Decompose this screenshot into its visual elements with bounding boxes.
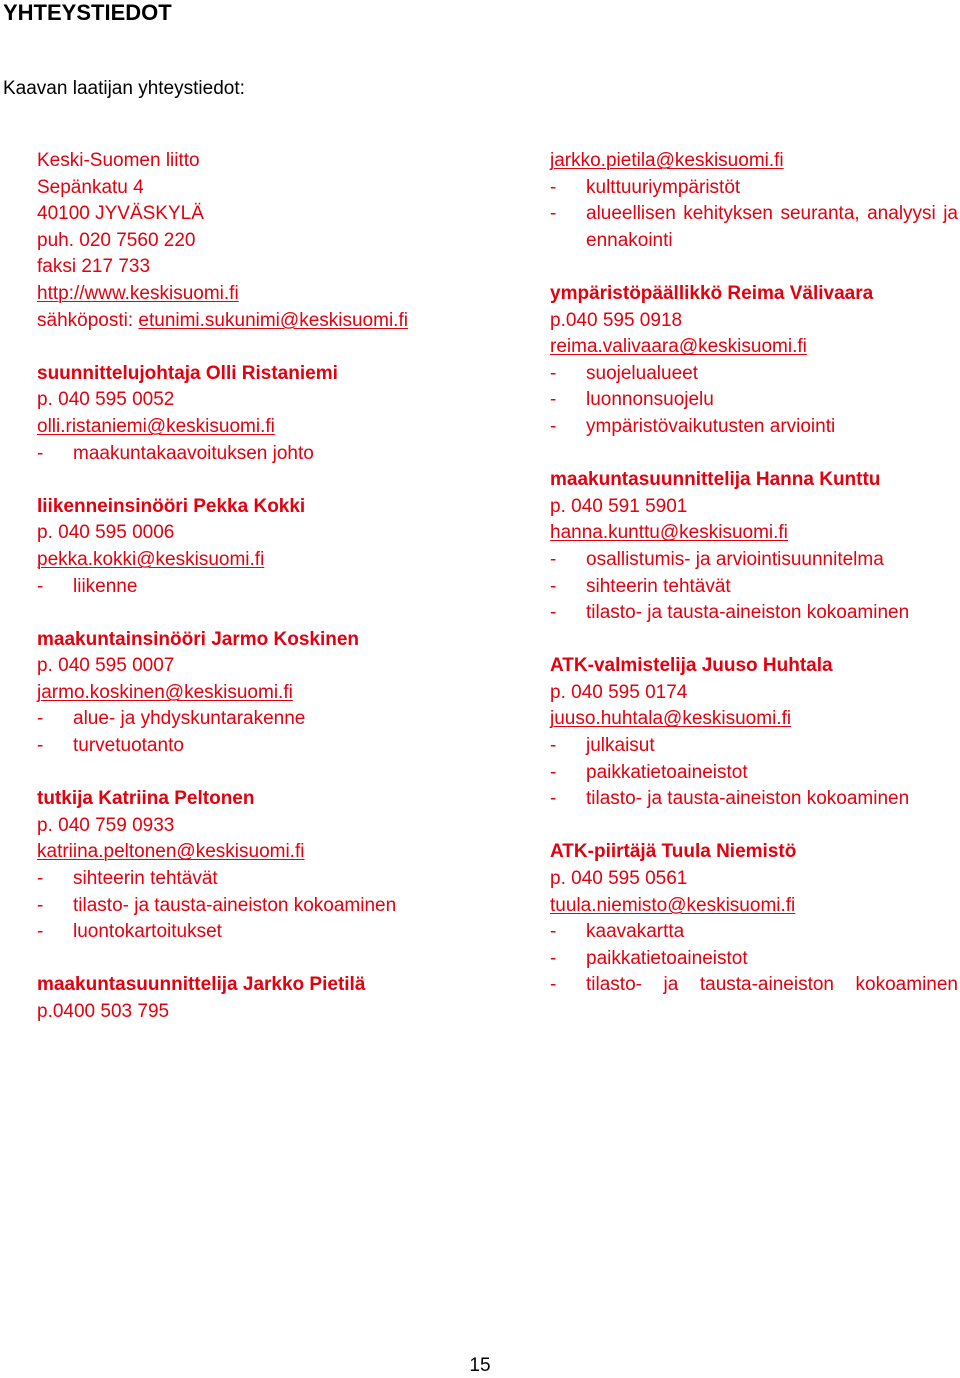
page-number: 15: [469, 1355, 491, 1376]
duty-text: tilasto- ja tausta-aineiston kokoaminen: [586, 974, 958, 996]
contact-phone: p. 040 595 0561: [550, 868, 688, 890]
organization-name: Keski-Suomen liitto: [37, 150, 200, 171]
contact-title: maakuntasuunnittelija Jarkko Pietilä: [37, 974, 366, 996]
duty-item: [37, 733, 477, 760]
website-link[interactable]: http://www.keskisuomi.fi: [37, 282, 239, 304]
right-column: [550, 148, 958, 999]
contact-block: [550, 839, 958, 999]
duty-text: tilasto- ja tausta-aineiston kokoaminen: [586, 602, 910, 624]
duty-item: [550, 786, 958, 813]
contact-block: [550, 653, 958, 813]
contact-phone: p. 040 595 0052: [37, 389, 175, 411]
organization-website-line: [37, 281, 477, 308]
contact-title: liikenneinsinööri Pekka Kokki: [37, 495, 306, 517]
dash-bullet: -: [550, 947, 557, 969]
dash-bullet: -: [550, 735, 557, 757]
dash-bullet: -: [37, 575, 44, 597]
duty-text: paikkatietoaineistot: [586, 947, 748, 969]
duty-text: maakuntakaavoituksen johto: [73, 442, 314, 464]
duty-item: [37, 574, 477, 601]
contact-title: maakuntainsinööri Jarmo Koskinen: [37, 628, 360, 650]
contact-email-link[interactable]: tuula.niemisto@keskisuomi.fi: [550, 894, 796, 916]
dash-bullet: -: [550, 788, 557, 810]
dash-bullet: -: [37, 921, 44, 943]
contact-phone: p. 040 591 5901: [550, 495, 688, 517]
contact-block: [37, 627, 477, 760]
contact-title: tutkija Katriina Peltonen: [37, 788, 255, 810]
contact-block: [37, 361, 477, 467]
spacer: [550, 627, 958, 654]
contact-block: [550, 467, 958, 627]
duty-item: [550, 919, 958, 946]
contact-block: [550, 281, 958, 441]
dash-bullet: -: [550, 203, 557, 225]
contact-title: ympäristöpäällikkö Reima Välivaara: [550, 282, 874, 304]
contact-phone: p. 040 595 0174: [550, 681, 688, 703]
contact-block: [37, 494, 477, 600]
duty-item: [37, 866, 477, 893]
duty-text: sihteerin tehtävät: [73, 868, 218, 890]
organization-phone: puh. 020 7560 220: [37, 229, 196, 251]
contact-email-line: [550, 893, 958, 920]
contact-email-link[interactable]: olli.ristaniemi@keskisuomi.fi: [37, 415, 275, 437]
duty-text: kaavakartta: [586, 921, 685, 943]
dash-bullet: -: [550, 362, 557, 384]
contact-email-line: [550, 148, 958, 175]
duty-item: [550, 387, 958, 414]
duty-text: turvetuotanto: [73, 735, 184, 757]
dash-bullet: -: [550, 415, 557, 437]
contact-email-line: [550, 334, 958, 361]
duty-item: [550, 946, 958, 973]
duty-item: [550, 574, 958, 601]
duty-item: [37, 441, 477, 468]
duty-text: tilasto- ja tausta-aineiston kokoaminen: [73, 894, 397, 916]
organization-postal: 40100 JYVÄSKYLÄ: [37, 203, 204, 225]
spacer: [550, 441, 958, 468]
duty-item: [550, 414, 958, 441]
duty-text: liikenne: [73, 575, 138, 597]
dash-bullet: -: [550, 974, 557, 996]
duty-item: [550, 547, 958, 574]
dash-bullet: -: [550, 761, 557, 783]
intro-text: Kaavan laatijan yhteystiedot:: [3, 78, 245, 99]
duty-text: luontokartoitukset: [73, 921, 222, 943]
spacer: [37, 946, 477, 973]
dash-bullet: -: [37, 735, 44, 757]
contact-block: [37, 786, 477, 946]
duty-item: [550, 733, 958, 760]
duty-item: [550, 972, 958, 999]
contact-email-line: [37, 680, 477, 707]
contact-phone: p. 040 759 0933: [37, 814, 175, 836]
contact-email-line: [550, 520, 958, 547]
duty-text: ympäristövaikutusten arviointi: [586, 415, 836, 437]
organization-street: Sepänkatu 4: [37, 176, 144, 198]
duty-text: osallistumis- ja arviointisuunnitelma: [586, 548, 884, 570]
duty-item: [37, 706, 477, 733]
dash-bullet: -: [550, 548, 557, 570]
spacer: [37, 600, 477, 627]
contact-email-link[interactable]: katriina.peltonen@keskisuomi.fi: [37, 841, 305, 863]
contact-email-link[interactable]: hanna.kunttu@keskisuomi.fi: [550, 522, 788, 544]
dash-bullet: -: [550, 921, 557, 943]
organization-email-link[interactable]: etunimi.sukunimi@keskisuomi.fi: [138, 309, 408, 331]
duty-text: julkaisut: [586, 735, 655, 757]
duty-item: [550, 600, 958, 627]
contact-email-line: [37, 414, 477, 441]
duty-text: alueellisen kehityksen seuranta, analyysi ja ennakointi: [586, 203, 958, 251]
duty-text: suojelualueet: [586, 362, 698, 384]
duty-text: luonnonsuojelu: [586, 389, 714, 411]
spacer: [37, 760, 477, 787]
duty-text: tilasto- ja tausta-aineiston kokoaminen: [586, 788, 910, 810]
dash-bullet: -: [37, 442, 44, 464]
contact-block: [550, 148, 958, 254]
contact-email-link[interactable]: jarkko.pietila@keskisuomi.fi: [550, 150, 784, 171]
spacer: [37, 467, 477, 494]
duty-item: [550, 760, 958, 787]
contact-title: ATK-valmistelija Juuso Huhtala: [550, 655, 833, 677]
contact-email-link[interactable]: jarmo.koskinen@keskisuomi.fi: [37, 681, 293, 703]
contact-phone: p.040 595 0918: [550, 309, 683, 331]
duty-text: paikkatietoaineistot: [586, 761, 748, 783]
left-column: [37, 148, 477, 1026]
organization-fax: faksi 217 733: [37, 256, 151, 278]
spacer: [550, 813, 958, 840]
email-label: sähköposti:: [37, 309, 134, 331]
spacer: [37, 334, 477, 361]
contact-title: ATK-piirtäjä Tuula Niemistö: [550, 841, 797, 863]
contact-email-link[interactable]: juuso.huhtala@keskisuomi.fi: [550, 708, 792, 730]
contact-phone: p.0400 503 795: [37, 1001, 170, 1022]
contact-phone: p. 040 595 0007: [37, 655, 175, 677]
contact-block: [37, 972, 477, 1025]
dash-bullet: -: [37, 708, 44, 730]
contact-email-link[interactable]: pekka.kokki@keskisuomi.fi: [37, 548, 265, 570]
duty-item: [550, 175, 958, 202]
dash-bullet: -: [550, 602, 557, 624]
spacer: [550, 254, 958, 281]
contact-phone: p. 040 595 0006: [37, 522, 175, 544]
organization-email-line: [37, 308, 477, 335]
dash-bullet: -: [37, 868, 44, 890]
dash-bullet: -: [550, 176, 557, 198]
duty-text: alue- ja yhdyskuntarakenne: [73, 708, 306, 730]
duty-item: [550, 201, 958, 254]
duty-text: sihteerin tehtävät: [586, 575, 731, 597]
page-title: YHTEYSTIEDOT: [3, 0, 172, 25]
contact-email-line: [550, 706, 958, 733]
duty-item: [37, 919, 477, 946]
duty-item: [550, 361, 958, 388]
organization-block: [37, 148, 477, 334]
duty-text: kulttuuriympäristöt: [586, 176, 741, 198]
dash-bullet: -: [550, 389, 557, 411]
contact-email-line: [37, 547, 477, 574]
dash-bullet: -: [37, 894, 44, 916]
contact-title: maakuntasuunnittelija Hanna Kunttu: [550, 469, 881, 491]
contact-email-line: [37, 839, 477, 866]
dash-bullet: -: [550, 575, 557, 597]
contact-email-link[interactable]: reima.valivaara@keskisuomi.fi: [550, 336, 807, 358]
contact-title: suunnittelujohtaja Olli Ristaniemi: [37, 362, 338, 384]
duty-item: [37, 893, 477, 920]
